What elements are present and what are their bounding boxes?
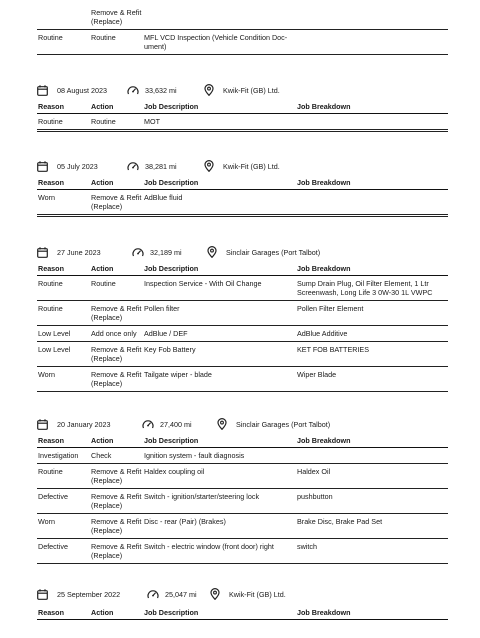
location-pin-icon bbox=[217, 418, 227, 430]
description-cell: Disc - rear (Pair) (Brakes) bbox=[144, 517, 226, 526]
action-cell: Remove & Refit (Replace) bbox=[91, 345, 142, 363]
breakdown-cell: Sump Drain Plug, Oil Filter Element, 1 Ltr Screenwash, Long Life 3 0W-30 1L VWPC bbox=[297, 279, 433, 297]
entry-mileage-text: 32,189 mi bbox=[150, 247, 182, 257]
entry-garage-text: Kwik-Fit (GB) Ltd. bbox=[223, 85, 280, 95]
description-header: Job Description bbox=[144, 264, 199, 273]
entry-garage-text: Sinclair Garages (Port Talbot) bbox=[226, 247, 321, 257]
breakdown-cell: pushbutton bbox=[297, 492, 333, 501]
breakdown-header: Job Breakdown bbox=[297, 608, 351, 617]
action-cell: Routine bbox=[91, 33, 116, 42]
entry-garage-text: Kwik-Fit (GB) Ltd. bbox=[223, 161, 280, 171]
breakdown-cell: Wiper Blade bbox=[297, 370, 337, 379]
entry-header bbox=[37, 154, 448, 178]
entry-garage-text: Kwik-Fit (GB) Ltd. bbox=[229, 589, 286, 599]
action-cell: Remove & Refit (Replace) bbox=[91, 8, 142, 26]
reason-header: Reason bbox=[38, 608, 64, 617]
reason-header: Reason bbox=[38, 436, 64, 445]
table-row bbox=[37, 489, 448, 514]
action-cell: Routine bbox=[91, 117, 116, 126]
entry-mileage-text: 38,281 mi bbox=[145, 161, 177, 171]
table-row bbox=[37, 514, 448, 539]
action-header: Action bbox=[91, 436, 114, 445]
entry-header bbox=[37, 582, 448, 606]
column-headers bbox=[37, 178, 448, 190]
reason-cell: Worn bbox=[38, 370, 56, 379]
speedometer-icon bbox=[127, 85, 139, 96]
description-cell: Pollen filter bbox=[144, 304, 180, 313]
entry-mileage bbox=[127, 161, 204, 172]
action-cell: Remove & Refit (Replace) bbox=[91, 370, 142, 388]
table-row bbox=[37, 190, 448, 215]
entry-garage bbox=[207, 246, 320, 258]
reason-cell: Low Level bbox=[38, 345, 71, 354]
action-cell: Remove & Refit (Replace) bbox=[91, 193, 142, 211]
entry-mileage-text: 27,400 mi bbox=[160, 419, 192, 429]
entry-mileage bbox=[142, 419, 217, 430]
description-cell: Haldex coupling oil bbox=[144, 467, 205, 476]
speedometer-icon bbox=[142, 419, 154, 430]
calendar-icon bbox=[37, 247, 48, 258]
service-entry bbox=[37, 78, 448, 132]
location-pin-icon bbox=[204, 160, 214, 172]
reason-cell: Defective bbox=[38, 542, 68, 551]
description-cell: Ignition system - fault diagnosis bbox=[144, 451, 245, 460]
reason-cell: Worn bbox=[38, 517, 56, 526]
description-cell: Key Fob Battery bbox=[144, 345, 196, 354]
calendar-icon bbox=[37, 419, 48, 430]
action-header: Action bbox=[91, 264, 114, 273]
reason-cell: Routine bbox=[38, 467, 63, 476]
action-cell: Remove & Refit (Replace) bbox=[91, 304, 142, 322]
column-headers bbox=[37, 436, 448, 448]
description-cell: AdBlue / DEF bbox=[144, 329, 188, 338]
breakdown-cell: Haldex Oil bbox=[297, 467, 331, 476]
service-entry bbox=[37, 412, 448, 564]
reason-header: Reason bbox=[38, 178, 64, 187]
location-pin-icon bbox=[210, 588, 220, 600]
table-row bbox=[37, 464, 448, 489]
breakdown-cell: AdBlue Additive bbox=[297, 329, 348, 338]
action-cell: Remove & Refit (Replace) bbox=[91, 542, 142, 560]
entry-date bbox=[37, 419, 142, 430]
entry-date-text: 05 July 2023 bbox=[57, 161, 98, 171]
entry-header bbox=[37, 240, 448, 264]
entry-mileage bbox=[127, 85, 204, 96]
entry-date bbox=[37, 161, 127, 172]
reason-cell: Routine bbox=[38, 279, 63, 288]
entry-garage-text: Sinclair Garages (Port Talbot) bbox=[236, 419, 331, 429]
section-divider bbox=[37, 215, 448, 217]
column-headers bbox=[37, 264, 448, 276]
column-headers bbox=[37, 606, 448, 620]
entry-date bbox=[37, 247, 132, 258]
entry-garage bbox=[204, 160, 280, 172]
action-cell: Check bbox=[91, 451, 112, 460]
location-pin-icon bbox=[204, 84, 214, 96]
breakdown-header: Job Breakdown bbox=[297, 178, 351, 187]
table-row bbox=[37, 301, 448, 326]
table-row bbox=[37, 30, 448, 55]
breakdown-header: Job Breakdown bbox=[297, 436, 351, 445]
description-header: Job Description bbox=[144, 102, 199, 111]
breakdown-cell: KET FOB BATTERIES bbox=[297, 345, 370, 354]
section-divider bbox=[37, 130, 448, 132]
action-cell: Remove & Refit (Replace) bbox=[91, 492, 142, 510]
table-row bbox=[37, 326, 448, 342]
reason-header: Reason bbox=[38, 264, 64, 273]
description-cell: Switch - electric window (front door) right bbox=[144, 542, 274, 551]
calendar-icon bbox=[37, 161, 48, 172]
entry-mileage-text: 33,632 mi bbox=[145, 85, 177, 95]
breakdown-cell: switch bbox=[297, 542, 317, 551]
description-cell: MOT bbox=[144, 117, 160, 126]
entry-garage bbox=[217, 418, 330, 430]
entry-date-text: 08 August 2023 bbox=[57, 85, 107, 95]
reason-cell: Routine bbox=[38, 33, 63, 42]
entry-header bbox=[37, 78, 448, 102]
entry-date-text: 25 September 2022 bbox=[57, 589, 121, 599]
action-header: Action bbox=[91, 178, 114, 187]
breakdown-cell: Brake Disc, Brake Pad Set bbox=[297, 517, 383, 526]
location-pin-icon bbox=[207, 246, 217, 258]
continued-section bbox=[37, 8, 448, 55]
entry-mileage bbox=[132, 247, 207, 258]
entry-garage bbox=[204, 84, 280, 96]
description-header: Job Description bbox=[144, 178, 199, 187]
action-cell: Remove & Refit (Replace) bbox=[91, 467, 142, 485]
action-cell: Remove & Refit (Replace) bbox=[91, 517, 142, 535]
table-row bbox=[37, 8, 448, 30]
calendar-icon bbox=[37, 589, 48, 600]
speedometer-icon bbox=[132, 247, 144, 258]
entry-date-text: 27 June 2023 bbox=[57, 247, 101, 257]
reason-cell: Routine bbox=[38, 304, 63, 313]
description-header: Job Description bbox=[144, 608, 199, 617]
action-header: Action bbox=[91, 608, 114, 617]
description-cell: Tailgate wiper - blade bbox=[144, 370, 212, 379]
reason-cell: Worn bbox=[38, 193, 56, 202]
speedometer-icon bbox=[127, 161, 139, 172]
column-headers bbox=[37, 102, 448, 114]
entry-mileage bbox=[147, 589, 210, 600]
reason-cell: Defective bbox=[38, 492, 68, 501]
table-row bbox=[37, 539, 448, 564]
table-row bbox=[37, 448, 448, 464]
action-cell: Add once only bbox=[91, 329, 137, 338]
reason-header: Reason bbox=[38, 102, 64, 111]
service-entry bbox=[37, 240, 448, 392]
table-row bbox=[37, 114, 448, 130]
speedometer-icon bbox=[147, 589, 159, 600]
entry-header bbox=[37, 412, 448, 436]
entry-date-text: 20 January 2023 bbox=[57, 419, 111, 429]
service-entry bbox=[37, 154, 448, 217]
entry-garage bbox=[210, 588, 286, 600]
calendar-icon bbox=[37, 85, 48, 96]
reason-cell: Investigation bbox=[38, 451, 79, 460]
entry-date bbox=[37, 85, 127, 96]
description-cell: MFL VCD Inspection (Vehicle Condition Doc- ument) bbox=[144, 33, 288, 51]
description-cell: Switch - ignition/starter/steering lock bbox=[144, 492, 260, 501]
description-cell: Inspection Service - With Oil Change bbox=[144, 279, 262, 288]
breakdown-header: Job Breakdown bbox=[297, 264, 351, 273]
entry-mileage-text: 25,047 mi bbox=[165, 589, 197, 599]
entry-date bbox=[37, 589, 147, 600]
reason-cell: Low Level bbox=[38, 329, 71, 338]
service-entry bbox=[37, 582, 448, 620]
description-header: Job Description bbox=[144, 436, 199, 445]
breakdown-header: Job Breakdown bbox=[297, 102, 351, 111]
table-row bbox=[37, 367, 448, 392]
description-cell: AdBlue fluid bbox=[144, 193, 183, 202]
action-cell: Routine bbox=[91, 279, 116, 288]
table-row bbox=[37, 342, 448, 367]
breakdown-cell: Pollen Filter Element bbox=[297, 304, 364, 313]
reason-cell: Routine bbox=[38, 117, 63, 126]
action-header: Action bbox=[91, 102, 114, 111]
table-row bbox=[37, 276, 448, 301]
